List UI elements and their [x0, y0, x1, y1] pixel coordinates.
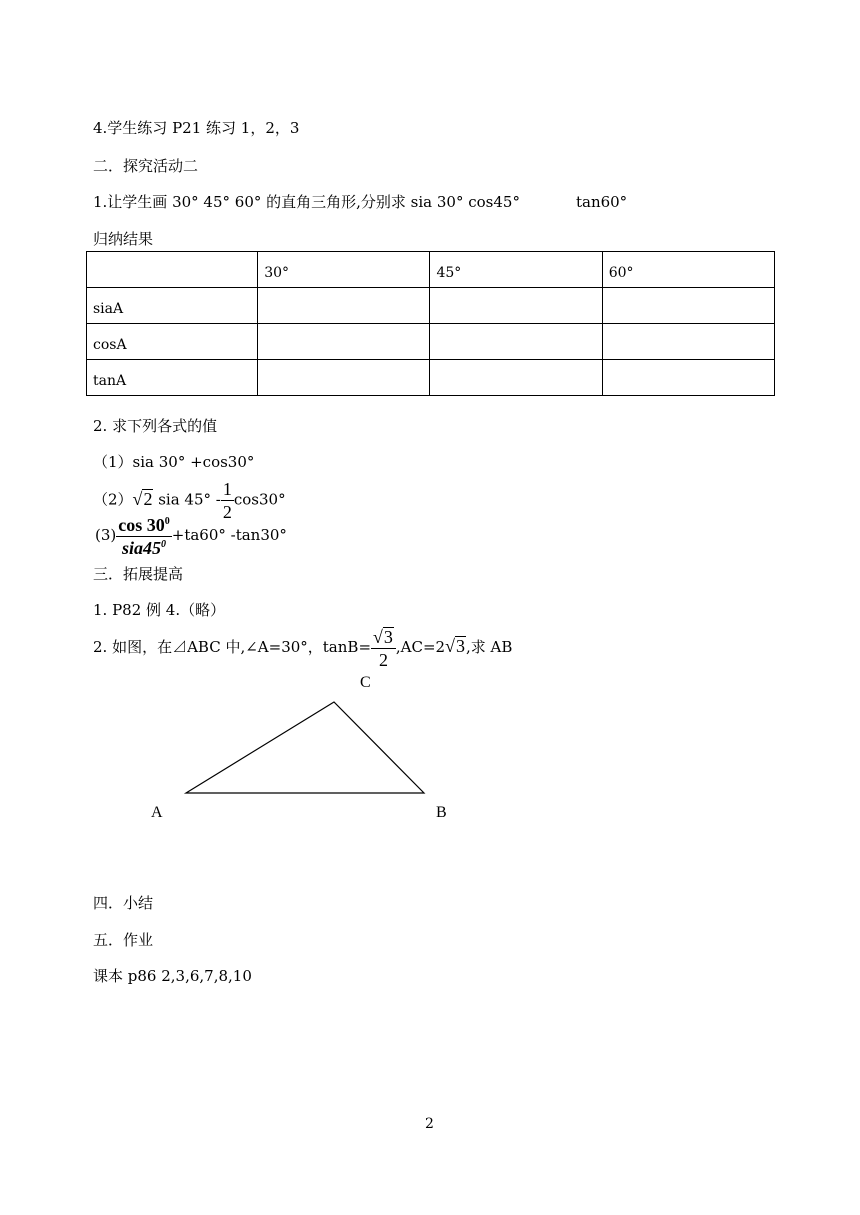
sqrt-radicand: 2	[143, 488, 153, 509]
vertex-label-c: C	[360, 674, 371, 691]
row-label: siaA	[87, 288, 258, 324]
row-label: cosA	[87, 324, 258, 360]
expression-3-tail: +ta60° -tan30°	[171, 526, 287, 544]
expression-1: （1）sia 30° +cos30°	[93, 453, 255, 471]
problem-text-b: ,AC=2	[395, 638, 446, 656]
activity-text: 1.让学生画 30° 45° 60° 的直角三角形,分别求 sia 30° cos45°	[93, 193, 520, 211]
exercise-line: 4.学生练习 P21 练习 1，2，3	[93, 119, 300, 137]
section-four-title: 四．小结	[93, 894, 154, 912]
vertex-label-b: B	[436, 804, 447, 821]
sqrt-symbol: √ 2	[132, 488, 153, 509]
section-five-title: 五．作业	[93, 931, 154, 949]
numerator-superscript: 0	[164, 515, 170, 527]
numerator-text: cos 30	[118, 514, 165, 535]
example-reference: 1. P82 例 4.（略）	[93, 601, 226, 619]
sqrt-radicand: 3	[383, 627, 393, 647]
expression-2-mid: sia 45° -	[158, 490, 221, 509]
expression-3-prefix: (3)	[95, 526, 117, 544]
triangle-abc	[186, 702, 424, 793]
denominator-superscript: 0	[161, 538, 166, 550]
problem-text-c: ,求 AB	[466, 638, 513, 656]
activity-tan: tan60°	[575, 193, 628, 211]
homework-line: 课本 p86 2,3,6,7,8,10	[93, 967, 252, 985]
problem-text-a: 2. 如图，在⊿ABC 中,∠A=30°，tanB=	[93, 638, 372, 656]
denominator-text: sia45	[121, 537, 161, 558]
table-header-cell: 30°	[258, 252, 430, 288]
fraction-numerator: 1	[222, 479, 232, 499]
section-two-title: 二．探究活动二	[93, 157, 199, 175]
sqrt-symbol: √ 3	[373, 627, 393, 647]
question-two-title: 2. 求下列各式的值	[93, 417, 218, 435]
fraction-denominator: 2	[378, 650, 388, 670]
fraction-denominator: 2	[222, 502, 232, 522]
page-number: 2	[425, 1116, 434, 1132]
sqrt-radicand: 3	[456, 636, 465, 656]
sqrt-symbol: √ 3	[445, 636, 465, 656]
vertex-label-a: A	[151, 804, 163, 821]
section-three-title: 三．拓展提高	[93, 565, 184, 583]
table-header-cell: 60°	[602, 252, 774, 288]
expression-2-tail: cos30°	[233, 490, 286, 509]
expression-2-prefix: （2）	[93, 490, 133, 509]
row-label: tanA	[87, 360, 258, 396]
table-header-cell: 45°	[430, 252, 602, 288]
summary-label: 归纳结果	[93, 230, 154, 248]
